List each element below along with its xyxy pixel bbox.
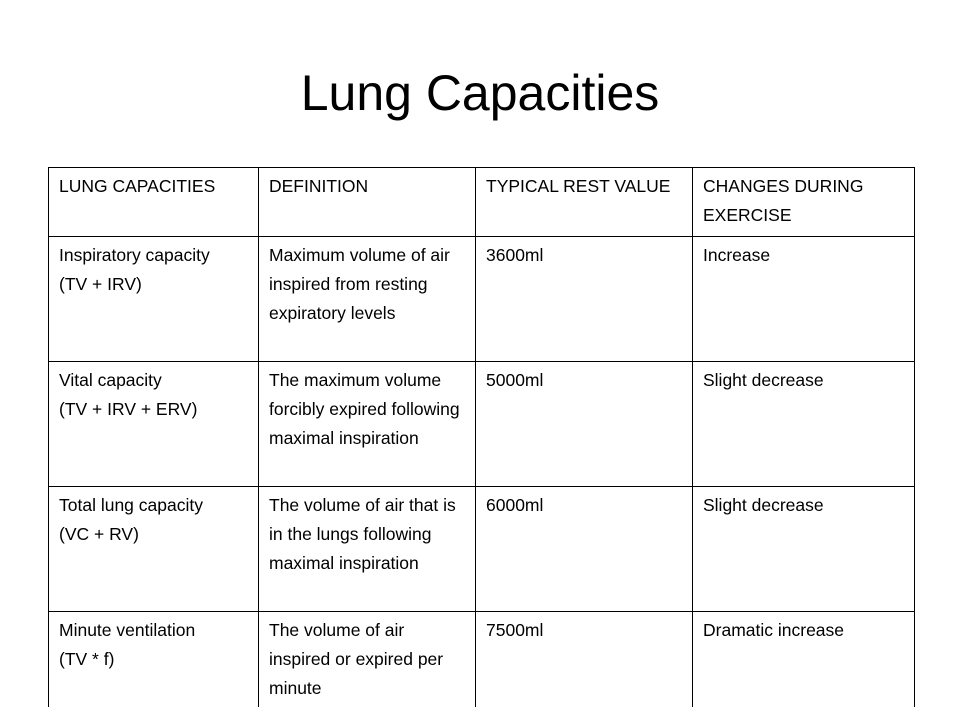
exercise-change-cell: Increase bbox=[693, 237, 915, 362]
header-definition: DEFINITION bbox=[259, 168, 476, 237]
rest-value-cell: 5000ml bbox=[476, 362, 693, 487]
table-header-row bbox=[49, 168, 915, 237]
exercise-change-cell: Slight decrease bbox=[693, 487, 915, 612]
exercise-change-cell: Slight decrease bbox=[693, 362, 915, 487]
header-typical-rest-value: TYPICAL REST VALUE bbox=[476, 168, 693, 237]
definition-cell: Maximum volume of air inspired from resting expiratory levels bbox=[259, 237, 476, 362]
capacity-cell bbox=[49, 237, 259, 362]
rest-value-cell: 7500ml bbox=[476, 612, 693, 708]
table-row bbox=[49, 487, 915, 612]
table-row bbox=[49, 237, 915, 362]
definition-cell: The maximum volume forcibly expired following maximal inspiration bbox=[259, 362, 476, 487]
exercise-change-cell: Dramatic increase bbox=[693, 612, 915, 708]
capacity-name: Inspiratory capacity bbox=[59, 245, 210, 265]
slide-title: Lung Capacities bbox=[300, 65, 660, 121]
table-row bbox=[49, 362, 915, 487]
definition-cell: The volume of air that is in the lungs following maximal inspiration bbox=[259, 487, 476, 612]
header-changes-during-exercise: CHANGES DURING EXERCISE bbox=[693, 168, 915, 237]
rest-value-cell: 6000ml bbox=[476, 487, 693, 612]
capacity-formula: (VC + RV) bbox=[59, 524, 139, 544]
capacity-cell bbox=[49, 612, 259, 708]
capacity-name: Minute ventilation bbox=[59, 620, 196, 640]
lung-capacities-table bbox=[48, 167, 915, 707]
definition-cell: The volume of air inspired or expired per minute bbox=[259, 612, 476, 708]
header-lung-capacities: LUNG CAPACITIES bbox=[49, 168, 259, 237]
table-row bbox=[49, 612, 915, 708]
capacity-cell bbox=[49, 487, 259, 612]
capacity-formula: (TV + IRV + ERV) bbox=[59, 399, 198, 419]
capacity-name: Total lung capacity bbox=[59, 495, 203, 515]
rest-value-cell: 3600ml bbox=[476, 237, 693, 362]
capacity-formula: (TV * f) bbox=[59, 649, 115, 669]
capacity-name: Vital capacity bbox=[59, 370, 162, 390]
capacity-formula: (TV + IRV) bbox=[59, 274, 142, 294]
capacity-cell bbox=[49, 362, 259, 487]
